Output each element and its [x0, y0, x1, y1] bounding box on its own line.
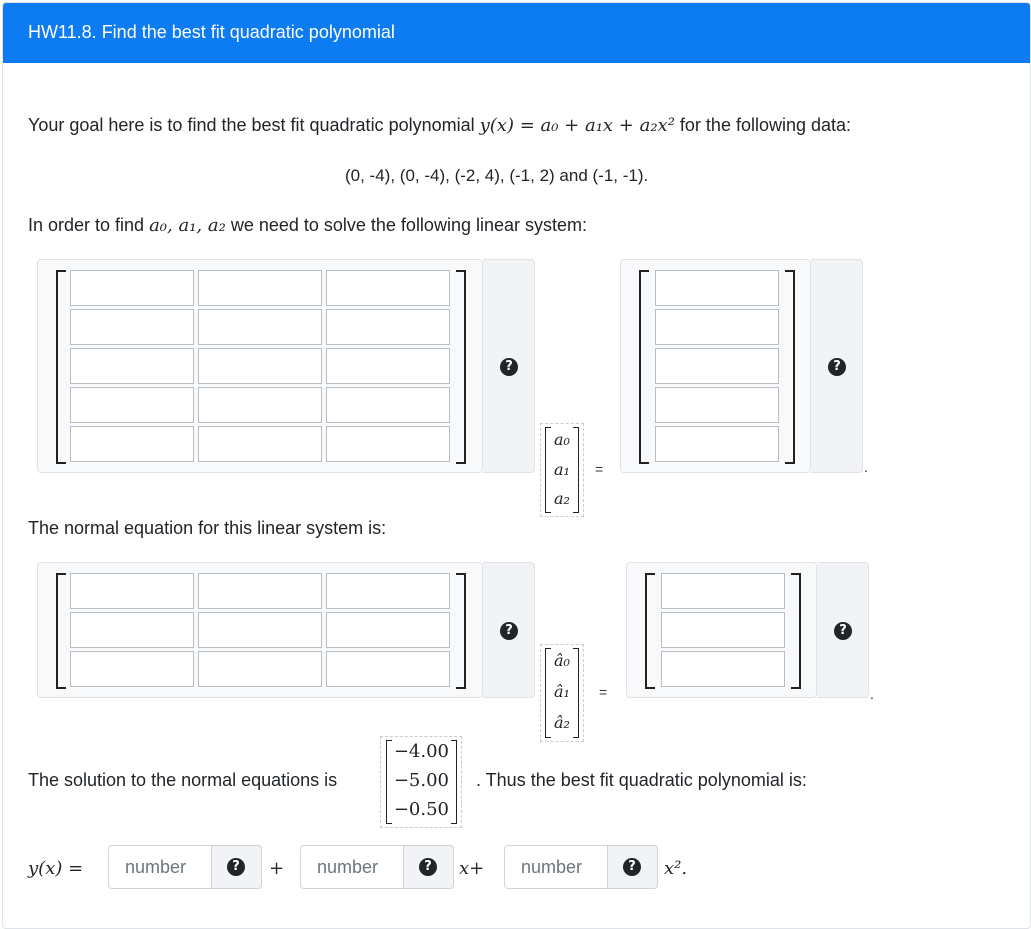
matrix-ata-cell[interactable]	[70, 651, 194, 687]
coef-a0-input[interactable]: number	[108, 845, 212, 889]
matrix-ata-cell[interactable]	[198, 573, 322, 609]
equals-sign: =	[599, 684, 608, 700]
matrix-a-cell[interactable]	[198, 348, 322, 384]
matrix-ata-input	[37, 562, 483, 698]
help-icon[interactable]: ?	[500, 622, 518, 640]
vector-entry: a₁	[554, 460, 570, 479]
solution-text-end: . Thus the best fit quadratic polynomial is:	[476, 770, 807, 790]
matrix-a-cell[interactable]	[70, 387, 194, 423]
matrix-a-cell[interactable]	[70, 348, 194, 384]
right-bracket	[456, 573, 466, 689]
intro-text-end: for the following data:	[674, 115, 852, 135]
coef-a1-help-box	[404, 845, 454, 889]
plus-sign: +	[269, 858, 285, 879]
solution-vector	[380, 736, 462, 828]
help-icon[interactable]: ?	[828, 358, 846, 376]
help-icon[interactable]: ?	[834, 622, 852, 640]
poly-lhs: y(x) =	[28, 858, 84, 879]
help-icon[interactable]: ?	[623, 858, 641, 876]
coef-a2-input[interactable]: number	[504, 845, 608, 889]
question-title: HW11.8. Find the best fit quadratic polynomial	[28, 22, 395, 42]
matrix-a-cell[interactable]	[326, 426, 450, 462]
ls-text: In order to find	[28, 215, 150, 235]
normal-equation-prompt: The normal equation for this linear system is:	[28, 518, 387, 538]
x-squared: x².	[664, 858, 688, 879]
vector-atb-cell[interactable]	[661, 573, 785, 609]
matrix-ata-cell[interactable]	[326, 573, 450, 609]
left-bracket	[645, 573, 655, 689]
left-bracket	[56, 573, 66, 689]
matrix-a-cell[interactable]	[198, 387, 322, 423]
coef-a2-help-box	[608, 845, 658, 889]
vector-entry: â₂	[554, 713, 570, 732]
coef-a0-help-box	[212, 845, 262, 889]
intro-text: Your goal here is to find the best fit quadratic polynomial	[28, 115, 480, 135]
hat-vector	[540, 644, 584, 742]
right-bracket	[785, 270, 795, 464]
equals-sign: =	[595, 461, 604, 477]
matrix-ata-cell[interactable]	[326, 612, 450, 648]
matrix-a-cell[interactable]	[326, 387, 450, 423]
solution-text: The solution to the normal equations is	[28, 770, 338, 790]
model-formula: y(x) = a₀ + a₁x + a₂x²	[479, 115, 675, 136]
matrix-a-cell[interactable]	[70, 309, 194, 345]
vector-b-cell[interactable]	[655, 387, 779, 423]
matrix-ata-cell[interactable]	[198, 612, 322, 648]
matrix-a-cell[interactable]	[326, 270, 450, 306]
period: .	[864, 459, 868, 475]
vector-b-cell[interactable]	[655, 309, 779, 345]
left-bracket	[639, 270, 649, 464]
vector-atb-cell[interactable]	[661, 651, 785, 687]
matrix-ata-cell[interactable]	[70, 612, 194, 648]
vector-atb-help-box	[817, 562, 869, 698]
vector-atb-cell[interactable]	[661, 612, 785, 648]
help-icon[interactable]: ?	[500, 358, 518, 376]
intro-line	[28, 115, 851, 136]
vector-right-bracket	[451, 740, 457, 824]
vector-entry: a₂	[554, 489, 570, 508]
matrix-a-cell[interactable]	[198, 270, 322, 306]
vector-b-cell[interactable]	[655, 270, 779, 306]
vector-entry: â₀	[554, 651, 570, 670]
left-bracket	[56, 270, 66, 464]
question-card	[2, 2, 1031, 929]
vector-entry: a₀	[554, 430, 570, 449]
help-icon[interactable]: ?	[419, 858, 437, 876]
matrix-ata-cell[interactable]	[326, 651, 450, 687]
ls-text-end: we need to solve the following linear system:	[225, 215, 587, 235]
solution-value: −0.50	[393, 799, 449, 820]
matrix-a-cell[interactable]	[198, 309, 322, 345]
vector-atb-input	[626, 562, 817, 698]
right-bracket	[791, 573, 801, 689]
matrix-a-help-box	[483, 259, 535, 473]
vector-b-cell[interactable]	[655, 348, 779, 384]
x-plus: x+	[459, 858, 485, 879]
linear-system-prompt	[28, 215, 587, 236]
help-icon[interactable]: ?	[227, 858, 245, 876]
vector-b-cell[interactable]	[655, 426, 779, 462]
matrix-a-cell[interactable]	[70, 426, 194, 462]
matrix-a-input	[37, 259, 483, 473]
matrix-a-cell[interactable]	[70, 270, 194, 306]
vector-entry: â₁	[554, 682, 570, 701]
matrix-a-cell[interactable]	[198, 426, 322, 462]
unknown-vector	[540, 423, 584, 517]
matrix-a-cell[interactable]	[326, 348, 450, 384]
question-header	[3, 3, 1030, 63]
right-bracket	[456, 270, 466, 464]
data-points: (0, -4), (0, -4), (-2, 4), (-1, 2) and (-1, -1).	[345, 166, 649, 185]
vector-b-input	[620, 259, 811, 473]
matrix-ata-cell[interactable]	[198, 651, 322, 687]
matrix-ata-help-box	[483, 562, 535, 698]
vector-b-help-box	[811, 259, 863, 473]
period: .	[870, 686, 874, 702]
coef-a1-input[interactable]: number	[300, 845, 404, 889]
solution-value: −4.00	[393, 741, 449, 762]
ls-vars: a₀, a₁, a₂	[149, 215, 226, 236]
matrix-ata-cell[interactable]	[70, 573, 194, 609]
solution-value: −5.00	[393, 770, 449, 791]
matrix-a-cell[interactable]	[326, 309, 450, 345]
